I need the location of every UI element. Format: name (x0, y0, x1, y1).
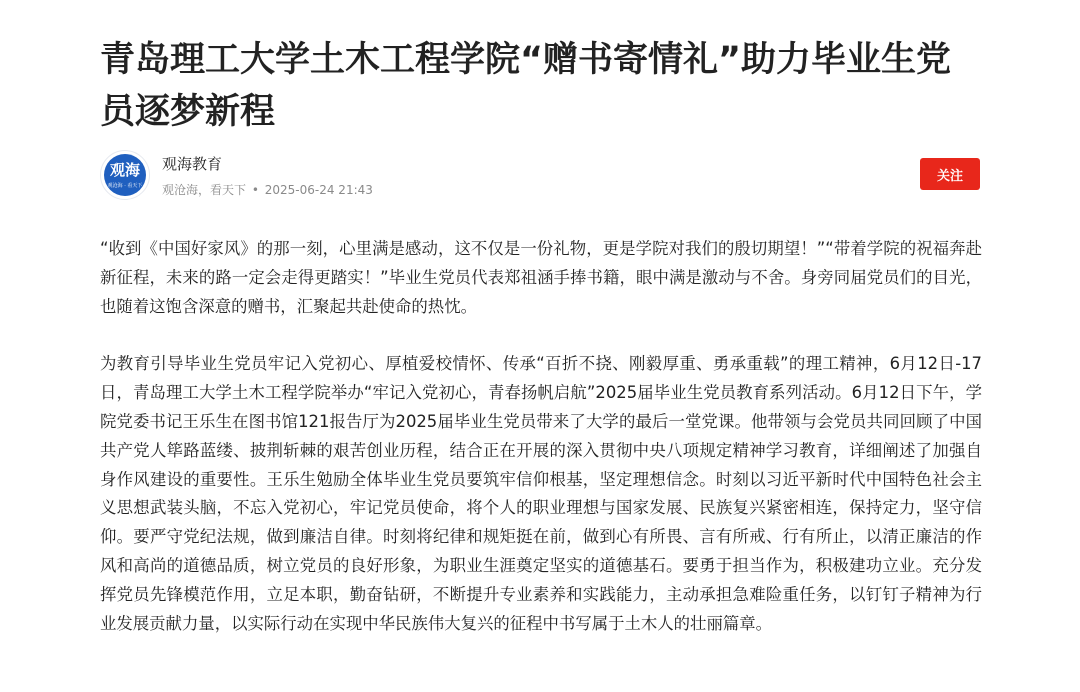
avatar-logo-slogan: 观沧海 · 看天下 (107, 183, 143, 189)
article-title: 青岛理工大学土木工程学院“赠书寄情礼”助力毕业生党员逐梦新程 (100, 40, 952, 132)
author-name[interactable]: 观海教育 (162, 155, 223, 173)
author-row (100, 150, 982, 200)
avatar-logo-text: 观海 (109, 161, 140, 179)
author-slogan: 观沧海，看天下 (162, 183, 247, 197)
publish-datetime: 2025-06-24 21:43 (264, 183, 373, 197)
follow-button[interactable]: 关注 (920, 158, 980, 190)
article-body (100, 235, 982, 667)
meta-separator: • (251, 183, 259, 197)
article-paragraph-1: “收到《中国好家风》的那一刻，心里满是感动，这不仅是一份礼物，更是学院对我们的殷切期望！”“带着学院的祝福奔赴新征程，未来的路一定会走得更踏实！”毕业生党员代表郑祖涵手捧书籍，眼中满是激动与不舍。身旁同届党员们的目光，也随着这饱含深意的赠书，汇聚起共赴使命的热忱。 (100, 239, 982, 316)
article-paragraph-2: 为教育引导毕业生党员牢记入党初心、厚植爱校情怀、传承“百折不挠、刚毅厚重、勇承重载”的理工精神，6月12日-17日，青岛理工大学土木工程学院举办“牢记入党初心，青春扬帆启航”2025届毕业生党员教育系列活动。6月12日下午，学院党委书记王乐生在图书馆121报告厅为2025届毕业生党员带来了大学的最后一堂党课。他带领与会党员共同回顾了中国共产党人筚路蓝缕、披荆斩棘的艰苦创业历程，结合正在开展的深入贯彻中央八项规定精神学习教育，详细阐述了加强自身作风建设的重要性。王乐生勉励全体毕业生党员要筑牢信仰根基，坚定理想信念。时刻以习近平新时代中国特色社会主义思想武装头脑，不忘入党初心，牢记党员使命，将个人的职业理想与国家发展、民族复兴紧密相连，保持定力，坚守信仰。要严守党纪法规，做到廉洁自律。时刻将纪律和规矩挺在前，做到心有所畏、言有所戒、行有所止，以清正廉洁的作风和高尚的道德品质，树立党员的良好形象，为职业生涯奠定坚实的道德基石。要勇于担当作为，积极建功立业。充分发挥党员先锋模范作用，立足本职，勤奋钻研，不断提升专业素养和实践能力，主动承担急难险重任务，以钉钉子精神为行业发展贡献力量，以实际行动在实现中华民族伟大复兴的征程中书写属于土木人的壮丽篇章。 (100, 354, 982, 633)
author-avatar[interactable] (100, 150, 150, 200)
author-meta (162, 182, 373, 198)
